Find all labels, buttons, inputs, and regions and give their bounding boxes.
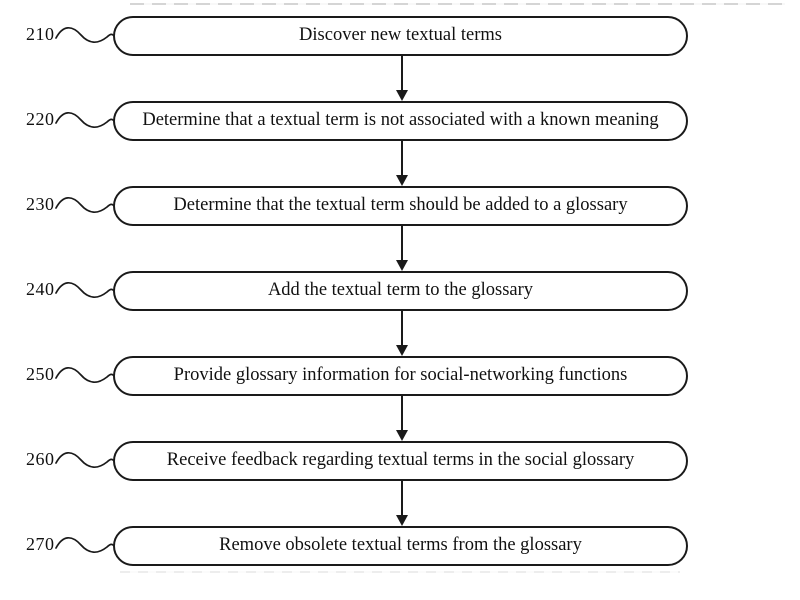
scan-artifact-line-top [130,3,785,5]
process-box [113,526,688,566]
process-box [113,356,688,396]
process-box [113,186,688,226]
flow-step-230 [0,186,800,226]
arrow-shaft [401,226,403,261]
squiggle-leader-icon [55,362,114,390]
step-ref-label: 220 [26,109,55,129]
process-box [113,16,688,56]
down-arrow-icon [396,141,408,186]
arrow-head [396,260,408,271]
down-arrow-icon [396,311,408,356]
process-box [113,271,688,311]
down-arrow-icon [396,56,408,101]
squiggle-leader-icon [55,532,114,560]
step-ref-label: 260 [26,449,55,469]
flow-step-220 [0,101,800,141]
squiggle-leader-icon [55,107,114,135]
flow-step-210 [0,16,800,56]
process-box-text: Provide glossary information for social-networking functions [173,365,628,385]
flow-step-250 [0,356,800,396]
arrow-head [396,345,408,356]
squiggle-leader-icon [55,192,114,220]
squiggle-leader-icon [55,277,114,305]
arrow-head [396,430,408,441]
scan-artifact-line-bottom [120,571,680,573]
process-box-text: Discover new textual terms [299,25,502,45]
process-box-text: Add the textual term to the glossary [267,280,534,300]
flow-step-240 [0,271,800,311]
process-box-text: Determine that a textual term is not associated with a known meaning [142,110,659,130]
arrow-shaft [401,311,403,346]
step-ref-label: 230 [26,194,55,214]
process-box-text: Remove obsolete textual terms from the glossary [219,535,582,555]
flow-step-270 [0,526,800,566]
squiggle-leader-icon [55,22,114,50]
process-box [113,101,688,141]
flow-step-260 [0,441,800,481]
down-arrow-icon [396,226,408,271]
down-arrow-icon [396,481,408,526]
process-box-text: Determine that the textual term should be added to a glossary [173,195,628,215]
process-box-text: Receive feedback regarding textual terms in the social glossary [166,450,635,470]
arrow-shaft [401,141,403,176]
process-box [113,441,688,481]
step-ref-label: 210 [26,24,55,44]
arrow-shaft [401,481,403,516]
step-ref-label: 240 [26,279,55,299]
arrow-shaft [401,396,403,431]
down-arrow-icon [396,396,408,441]
squiggle-leader-icon [55,447,114,475]
step-ref-label: 270 [26,534,55,554]
arrow-head [396,175,408,186]
arrow-shaft [401,56,403,91]
arrow-head [396,90,408,101]
arrow-head [396,515,408,526]
step-ref-label: 250 [26,364,55,384]
